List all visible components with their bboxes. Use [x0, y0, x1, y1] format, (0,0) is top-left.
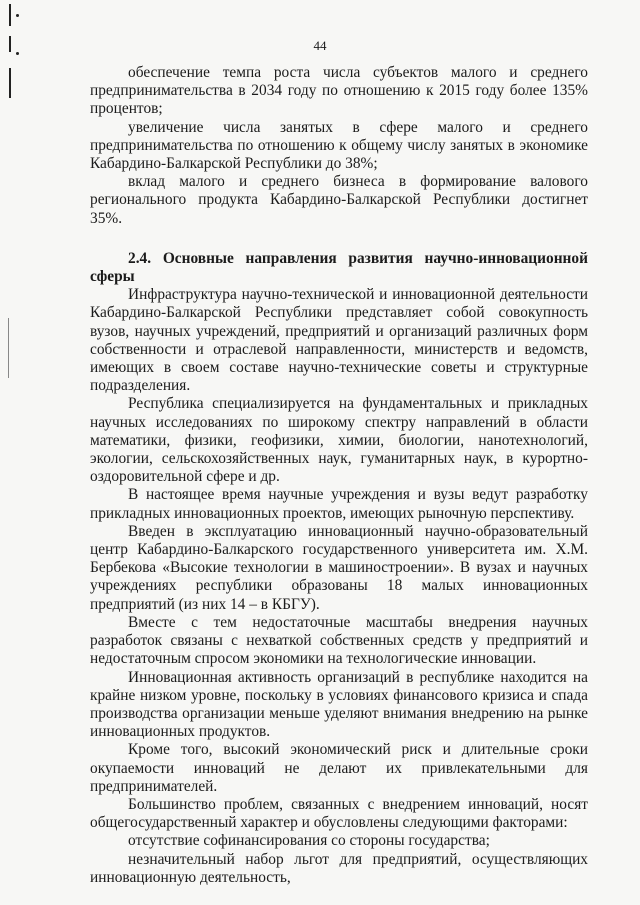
paragraph: отсутствие софинансирования со стороны государства; — [128, 832, 490, 850]
paragraph: вклад малого и среднего бизнеса в формирование валового регионального продукта Кабардино-Балкарской Республики достигнет 35%. — [90, 173, 588, 227]
paragraph: Введен в эксплуатацию инновационный научно-образовательный центр Кабардино-Балкарского государственного университета им. Х.М. Бербекова «Высокие технологии в машиностроении». В вузах и научных учреждениях республики образованы 18 малых инновационных предприятий (из них 14 – в КБГУ). — [90, 522, 588, 613]
scan-edge-marks — [0, 0, 30, 905]
scan-mark — [8, 318, 9, 378]
page-number: 44 — [313, 38, 327, 53]
paragraph: незначительный набор льгот для предприятий, осуществляющих инновационную деятельность, — [90, 850, 588, 886]
scan-mark — [9, 68, 11, 98]
scan-mark — [16, 14, 19, 17]
paragraph: В настоящее время научные учреждения и вузы ведут разработку прикладных инновационных проектов, имеющих рыночную перспективу. — [90, 486, 588, 522]
page-body — [90, 64, 588, 887]
paragraph: обеспечение темпа роста числа субъектов малого и среднего предпринимательства в 2034 году по отношению к 2015 году более 135% процентов; — [90, 64, 588, 118]
paragraph: Большинство проблем, связанных с внедрением инноваций, носят общегосударственный характер и обусловлены следующими факторами: — [90, 795, 588, 832]
paragraph: увеличение числа занятых в сфере малого и среднего предпринимательства по отношению к общему числу занятых в экономике Кабардино-Балкарской Республики до 38%; — [90, 118, 588, 173]
paragraph: Инновационная активность организаций в республике находится на крайне низком уровне, поскольку в условиях финансового кризиса и спада производства организации меньше уделяют внимания внедрению на рынке инновационных продуктов. — [90, 668, 588, 741]
paragraph: Кроме того, высокий экономический риск и длительные сроки окупаемости инноваций не делают их привлекательными для предпринимателей. — [90, 741, 588, 795]
scan-mark — [9, 4, 11, 26]
paragraph: Республика специализируется на фундаментальных и прикладных научных исследованиях по широкому спектру направлений в области математики, физики, геофизики, химии, биологии, нанотехнологий, экологии, сельскохозяйственных наук, гуманитарных наук, в курортно-оздоровительной сфере и др. — [90, 395, 588, 486]
paragraph: Инфраструктура научно-технической и инновационной деятельности Кабардино-Балкарской Республики представляет собой совокупность вузов, научных учреждений, предприятий и организаций различных форм собственности и отраслевой направленности, министерств и ведомств, имеющих в своем составе научно-технические советы и структурные подразделения. — [90, 286, 588, 395]
paragraph: Вместе с тем недостаточные масштабы внедрения научных разработок связаны с нехваткой собственных средств у предприятий и недостаточным спросом экономики на технологические инновации. — [90, 613, 588, 668]
section-heading: 2.4. Основные направления развития научно-инновационной сферы — [90, 249, 588, 286]
